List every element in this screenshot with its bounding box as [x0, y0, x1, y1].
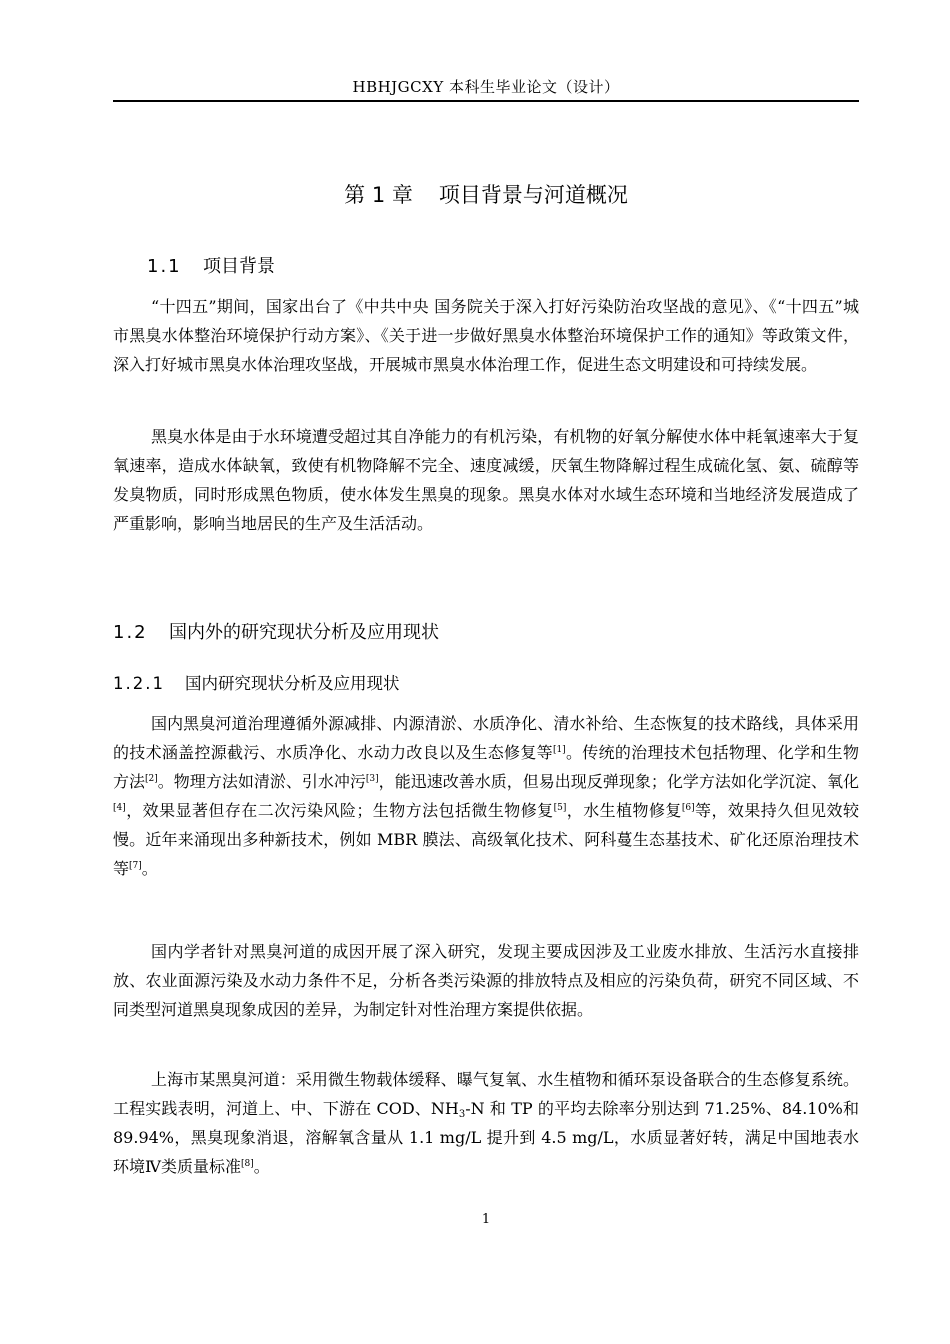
citation: [8] — [241, 1159, 254, 1169]
citation: [3] — [365, 774, 379, 784]
section-title: 国内研究现状分析及应用现状 — [185, 674, 400, 693]
section-number: 1.2.1 — [113, 674, 165, 693]
section-title: 国内外的研究现状分析及应用现状 — [169, 622, 439, 643]
section-number: 1.2 — [113, 622, 148, 643]
citation: [5] — [553, 803, 567, 813]
running-header: HBHJGCXY 本科生毕业论文（设计） — [352, 78, 620, 96]
citation: [7] — [129, 861, 142, 871]
header-divider — [113, 100, 859, 102]
paragraph-shanghai-case: 上海市某黑臭河道：采用微生物载体缓释、曝气复氧、水生植物和循环泵设备联合的生态修复系统。工程实践表明，河道上、中、下游在 COD、$NH_3-N$ 和 TP 的平均去除率分别达到 71.25%、84.10%和 89.94%，黑臭现象消退，溶解氧含量从 1.1 mg/L 提升到 4.5 mg/L，水质显著好转，满足中国地表水环境Ⅳ类质量标准[8]。 — [113, 1070, 859, 1176]
section-number: 1.1 — [147, 256, 182, 277]
chapter-number: 第 1 章 — [344, 183, 413, 207]
paragraph-policy-background: “十四五”期间，国家出台了《中共中央 国务院关于深入打好污染防治攻坚战的意见》、《“十四五”城市黑臭水体整治环境保护行动方案》、《关于进一步做好黑臭水体整治环境保护工作的通知》等政策文件，深入打好城市黑臭水体治理攻坚战，开展城市黑臭水体治理工作，促进生态文明建设和可持续发展。 — [113, 297, 859, 374]
section-title: 项目背景 — [203, 256, 275, 277]
paragraph-black-odorous-definition: 黑臭水体是由于水环境遭受超过其自净能力的有机污染，有机物的好氧分解使水体中耗氧速率大于复氧速率，造成水体缺氧，致使有机物降解不完全、速度减缓，厌氧生物降解过程生成硫化氢、氨、硫醇等发臭物质，同时形成黑色物质，使水体发生黑臭的现象。黑臭水体对水域生态环境和当地经济发展造成了严重影响，影响当地居民的生产及生活活动。 — [113, 427, 859, 533]
page-number: 1 — [481, 1212, 491, 1227]
subscript: 3 — [458, 1109, 466, 1120]
section-heading-1-2-1 — [113, 672, 400, 696]
citation: [1] — [552, 745, 566, 755]
citation: [6] — [681, 803, 695, 813]
section-heading-1-2 — [113, 620, 439, 646]
chapter-name: 项目背景与河道概况 — [438, 183, 628, 207]
citation: [2] — [145, 774, 158, 784]
paragraph-domestic-technology: 国内黑臭河道治理遵循外源减排、内源清淤、水质净化、清水补给、生态恢复的技术路线，具体采用的技术涵盖控源截污、水质净化、水动力改良以及生态修复等[1]。传统的治理技术包括物理、化学和生物方法[2]。物理方法如清淤、引水冲污[3]，能迅速改善水质，但易出现反弹现象；化学方法如化学沉淀、氧化[4]，效果显著但存在二次污染风险；生物方法包括微生物修复[5]，水生植物修复[6]等，效果持久但见效较慢。近年来涌现出多种新技术，例如 MBR 膜法、高级氧化技术、阿科蔓生态基技术、矿化还原治理技术等[7]。 — [113, 714, 859, 878]
section-heading-1-1 — [147, 254, 275, 280]
citation: [4] — [113, 803, 126, 813]
paragraph-cause-research: 国内学者针对黑臭河道的成因开展了深入研究，发现主要成因涉及工业废水排放、生活污水直接排放、农业面源污染及水动力条件不足，分析各类污染源的排放特点及相应的污染负荷，研究不同区域、不同类型河道黑臭现象成因的差异，为制定针对性治理方案提供依据。 — [113, 942, 859, 1019]
chapter-title — [113, 180, 859, 210]
